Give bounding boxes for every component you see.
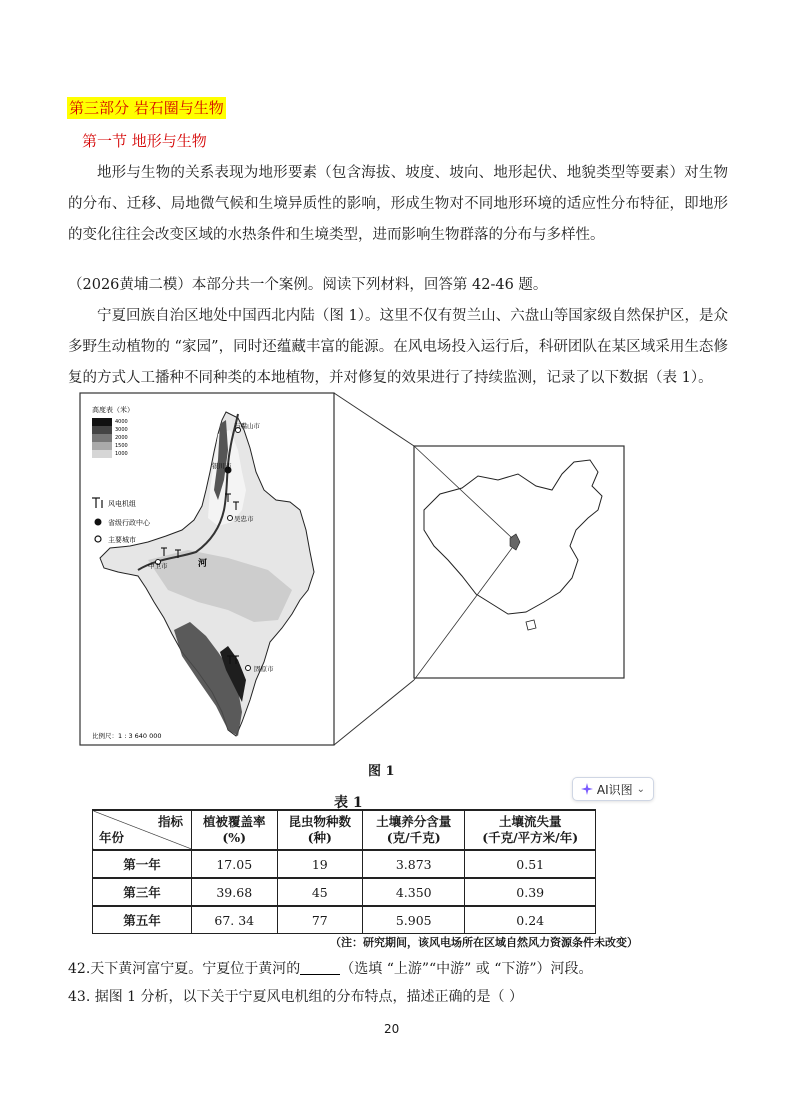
provincial-capital-icon [95,519,102,526]
table-cell: 67. 34 [192,906,278,934]
elevation-swatch-2 [92,426,112,434]
elevation-swatch-3 [92,434,112,442]
city-zhongwei: 中卫市 [148,562,168,570]
city-yinchuan: 银川市 [212,462,232,470]
case-paragraph [68,270,728,394]
elevation-label-5: 1000 [115,451,128,457]
question-42 [68,958,593,980]
row-year: 第一年 [93,850,192,878]
section-title: 第一节 地形与生物 [82,132,207,150]
river-label: 河 [198,559,208,569]
table-cell: 39.68 [192,878,278,906]
city-shizuishan: 石嘴山市 [234,422,260,430]
elevation-label-2: 3000 [115,427,128,433]
china-hainan [526,620,536,630]
elevation-legend-title: 高度表（米） [92,406,134,414]
intro-text: 地形与生物的关系表现为地形要素（包含海拔、坡度、坡向、地形起伏、地貌类型等要素）对生物的分布、迁移、局地微气候和生境异质性的影响，形成生物对不同地形环境的适应性分布特征，即地形的变化往往会改变区域的水热条件和生境类型，进而影响生物群落的分布与多样性。 [68,165,728,243]
city-guyuan: 固原市 [254,665,274,673]
connector-top [334,393,414,446]
part-title: 第三部分 岩石圈与生物 [69,99,224,117]
case-body-text: 宁夏回族自治区地处中国西北内陆（图 1）。这里不仅有贺兰山、六盘山等国家级自然保护区，是众多野生动植物的 “家园”，同时还蕴藏丰富的能源。在风电场投入运行后，科研团队在某区域采用生态修复的方式人工播种不同种类的本地植物，并对修复的效果进行了持续监测，记录了以下数据（表 1）。 [68,308,728,386]
corner-year-label: 年份 [99,830,125,845]
page-number: 20 [384,1022,400,1036]
row-year: 第三年 [93,878,192,906]
table-cell: 0.24 [465,906,596,934]
sparkle-icon [581,783,593,795]
elevation-label-4: 1500 [115,443,128,449]
table-note: （注：研究期间，该风电场所在区域自然风力资源条件未改变） [330,936,638,949]
ai-recognize-label: AI识图 [596,782,633,797]
corner-indicator-label: 指标 [157,814,183,829]
header-insects: 昆虫物种数 (种) [277,810,363,850]
row-year: 第五年 [93,906,192,934]
chevron-down-icon: ⌄ [636,783,646,795]
q42-text-after: （选填 “上游”“中游” 或 “下游”）河段。 [340,961,593,977]
elevation-swatch-5 [92,450,112,458]
table-title: 表 1 [334,795,363,811]
table-cell: 5.905 [363,906,465,934]
table-cell: 0.51 [465,850,596,878]
question-43: 43. 据图 1 分析，以下关于宁夏风电机组的分布特点，描述正确的是（ ） [68,989,523,1005]
connector-bottom [334,680,414,745]
city-wuzhong: 吴忠市 [234,515,254,523]
table-cell: 3.873 [363,850,465,878]
elevation-label-1: 4000 [115,419,128,425]
table-row [93,906,596,934]
data-table [92,809,596,934]
q42-text-before: 42.天下黄河富宁夏。宁夏位于黄河的 [68,961,301,977]
header-soil-loss: 土壤流失量 (千克/平方米/年) [465,810,596,850]
elevation-label-3: 2000 [115,435,128,441]
header-vegetation: 植被覆盖率 (%) [192,810,278,850]
table-cell: 4.350 [363,878,465,906]
city-wuzhong-icon [228,516,233,521]
legend-wind-turbine: 风电机组 [108,500,136,508]
table-header-row [93,810,596,850]
header-soil-nutrients: 土壤养分含量 (克/千克) [363,810,465,850]
table-corner-cell [93,810,192,850]
major-city-icon [95,536,101,542]
elevation-swatch-1 [92,418,112,426]
map-scale: 比例尺：1 : 3 640 000 [92,732,162,740]
table-cell: 17.05 [192,850,278,878]
figure-caption: 图 1 [368,764,395,779]
answer-blank[interactable] [300,960,340,975]
intro-paragraph [68,158,728,251]
table-row [93,850,596,878]
table-cell: 45 [277,878,363,906]
ai-recognize-button[interactable] [572,777,654,801]
case-intro-text: （2026黄埔二模）本部分共一个案例。阅读下列材料，回答第 42-46 题。 [68,277,548,293]
figure-1 [78,390,638,750]
table-cell: 19 [277,850,363,878]
legend-provincial-capital: 省级行政中心 [108,519,150,527]
table-cell: 0.39 [465,878,596,906]
legend-major-city: 主要城市 [108,536,136,544]
table-cell: 77 [277,906,363,934]
table-row [93,878,596,906]
city-guyuan-icon [246,666,251,671]
elevation-swatch-4 [92,442,112,450]
